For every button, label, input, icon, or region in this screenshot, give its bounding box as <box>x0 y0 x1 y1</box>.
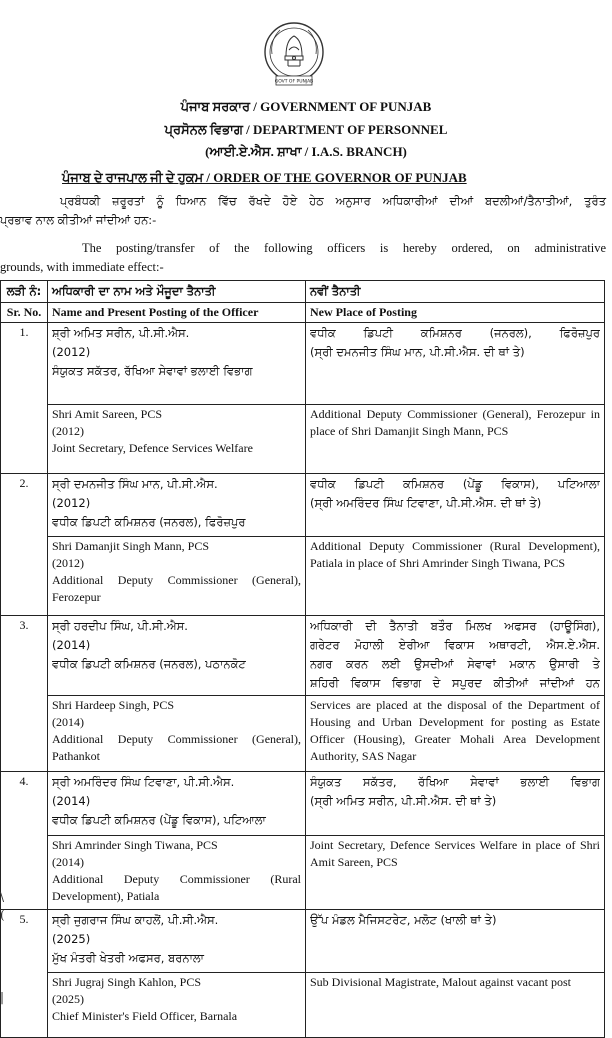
posting-table <box>0 280 605 1038</box>
intro-english-line1: The posting/transfer of the following officers is hereby ordered, on administrative <box>82 241 606 255</box>
batch-year-pa: (2014) <box>52 638 91 652</box>
table-row-english <box>1 405 605 474</box>
header-officer-pa: ਅਧਿਕਾਰੀ ਦਾ ਨਾਮ ਅਤੇ ਮੌਜੂਦਾ ਤੈਨਾਤੀ <box>48 281 306 303</box>
table-row-punjabi <box>1 323 605 405</box>
table-row-english <box>1 836 605 910</box>
new-posting-line-pa: ਸੰਯੁਕਤ ਸਕੱਤਰ, ਰੱਖਿਆ ਸੇਵਾਵਾਂ ਭਲਾਈ ਵਿਭਾਗ <box>310 775 600 789</box>
header-officer-en: Name and Present Posting of the Officer <box>48 303 306 323</box>
present-posting-en: Additional Deputy Commissioner (Rural Development), Patiala <box>52 872 301 903</box>
table-header-english <box>1 303 605 323</box>
batch-year-en: (2014) <box>52 855 84 869</box>
serial-number: 4. <box>1 772 48 910</box>
officer-english <box>48 973 306 1038</box>
batch-year-en: (2014) <box>52 715 84 729</box>
government-emblem <box>262 20 326 88</box>
batch-year-pa: (2012) <box>52 345 91 359</box>
table-row-english <box>1 973 605 1038</box>
batch-year-pa: (2012) <box>52 496 91 510</box>
present-posting-pa: ਵਧੀਕ ਡਿਪਟੀ ਕਮਿਸ਼ਨਰ (ਪੇਂਡੂ ਵਿਕਾਸ), ਪਟਿਆਲਾ <box>52 813 266 827</box>
present-posting-en: Chief Minister's Field Officer, Barnala <box>52 1009 238 1023</box>
officer-name-pa: ਸ੍ਰੀ ਹਰਦੀਪ ਸਿੰਘ, ਪੀ.ਸੀ.ਐਸ. <box>52 619 188 633</box>
table-row-punjabi <box>1 772 605 836</box>
batch-year-en: (2012) <box>52 556 84 570</box>
intro-punjabi-line1: ਪ੍ਰਬੰਧਕੀ ਜ਼ਰੂਰਤਾਂ ਨੂੰ ਧਿਆਨ ਵਿੱਚ ਰੱਖਦੇ ਹੋਏ ਹੇਠ ਅਨੁਸਾਰ ਅਧਿਕਾਰੀਆਂ ਦੀਆਂ ਬਦਲੀਆਂ/ਤੈਨਾਤੀਆਂ, ਤੁਰੰਤ <box>60 194 606 208</box>
margin-mark: ( <box>0 908 5 922</box>
new-posting-line-pa: (ਸ੍ਰੀ ਅਮਰਿੰਦਰ ਸਿੰਘ ਟਿਵਾਣਾ, ਪੀ.ਸੀ.ਐਸ. ਦੀ ਥਾਂ ਤੇ) <box>310 496 542 510</box>
officer-name-en: Shri Jugraj Singh Kahlon, PCS <box>52 975 202 989</box>
present-posting-pa: ਸੰਯੁਕਤ ਸਕੱਤਰ, ਰੱਖਿਆ ਸੇਵਾਵਾਂ ਭਲਾਈ ਵਿਭਾਗ <box>52 364 253 378</box>
table-row-english <box>1 537 605 616</box>
header-government: ਪੰਜਾਬ ਸਰਕਾਰ / GOVERNMENT OF PUNJAB <box>180 99 432 114</box>
serial-number: 5. <box>1 910 48 1038</box>
margin-mark: \ <box>0 890 5 904</box>
header-place-pa: ਨਵੀਂ ਤੈਨਾਤੀ <box>306 281 605 303</box>
margin-mark: | <box>0 990 5 1004</box>
officer-name-en: Shri Damanjit Singh Mann, PCS <box>52 539 210 553</box>
new-posting-line-pa: ਗਰੇਟਰ ਮੋਹਾਲੀ ਏਰੀਆ ਵਿਕਾਸ ਅਥਾਰਟੀ, ਐਸ.ਏ.ਐਸ. <box>310 638 600 652</box>
batch-year-en: (2025) <box>52 992 84 1006</box>
new-posting-line-pa: ਨਗਰ ਕਰਨ ਲਈ ਉਸਦੀਆਂ ਸੇਵਾਵਾਂ ਮਕਾਨ ਉਸਾਰੀ ਤੇ <box>310 657 600 671</box>
new-posting-english: Services are placed at the disposal of the Department of Housing and Urban Development for posting as Estate Officer (Housing), Greater Mohali Area Development Authority, SAS Nagar <box>306 696 605 772</box>
serial-number: 2. <box>1 474 48 616</box>
header-branch: (ਆਈ.ਏ.ਐਸ. ਸ਼ਾਖਾ / I.A.S. BRANCH) <box>205 144 407 159</box>
new-posting-punjabi <box>306 474 605 537</box>
batch-year-pa: (2014) <box>52 794 91 808</box>
officer-punjabi <box>48 772 306 836</box>
officer-english <box>48 537 306 616</box>
new-posting-line-pa: (ਸ੍ਰੀ ਅਮਿਤ ਸਰੀਨ, ਪੀ.ਸੀ.ਐਸ. ਦੀ ਥਾਂ ਤੇ) <box>310 794 497 808</box>
present-posting-en: Additional Deputy Commissioner (General), Ferozepur <box>52 573 301 604</box>
table-row-punjabi <box>1 474 605 537</box>
serial-number: 3. <box>1 616 48 772</box>
new-posting-punjabi <box>306 772 605 836</box>
table-header-punjabi <box>1 281 605 303</box>
new-posting-english: Joint Secretary, Defence Services Welfare in place of Shri Amit Sareen, PCS <box>306 836 605 910</box>
new-posting-line-pa: ਉੱਪ ਮੰਡਲ ਮੈਜਿਸਟਰੇਟ, ਮਲੋਟ (ਖਾਲੀ ਥਾਂ ਤੇ) <box>310 913 497 927</box>
officer-punjabi <box>48 474 306 537</box>
officer-name-pa: ਸ੍ਰੀ ਅਮਰਿੰਦਰ ਸਿੰਘ ਟਿਵਾਣਾ, ਪੀ.ਸੀ.ਐਸ. <box>52 775 235 789</box>
new-posting-line-pa: ਸ਼ਹਿਰੀ ਵਿਕਾਸ ਵਿਭਾਗ ਦੇ ਸਪੁਰਦ ਕੀਤੀਆਂ ਜਾਂਦੀਆਂ ਹਨ <box>310 676 600 690</box>
table-row-punjabi <box>1 616 605 696</box>
header-sr-en: Sr. No. <box>1 303 48 323</box>
officer-punjabi <box>48 910 306 973</box>
new-posting-punjabi <box>306 323 605 405</box>
new-posting-line-pa: ਅਧਿਕਾਰੀ ਦੀ ਤੈਨਾਤੀ ਬਤੌਰ ਮਿਲਖ ਅਫਸਰ (ਹਾਊਸਿੰਗ), <box>310 619 600 633</box>
new-posting-line-pa: (ਸ੍ਰੀ ਦਮਨਜੀਤ ਸਿੰਘ ਮਾਨ, ਪੀ.ਸੀ.ਐਸ. ਦੀ ਥਾਂ ਤੇ) <box>310 345 525 359</box>
present-posting-pa: ਮੁੱਖ ਮੰਤਰੀ ਖੇਤਰੀ ਅਫਸਰ, ਬਰਨਾਲਾ <box>52 951 204 965</box>
lion-capital-icon <box>285 36 303 66</box>
officer-name-pa: ਸ੍ਰੀ ਦਮਨਜੀਤ ਸਿੰਘ ਮਾਨ, ਪੀ.ਸੀ.ਐਸ. <box>52 477 218 491</box>
officer-english <box>48 836 306 910</box>
present-posting-en: Joint Secretary, Defence Services Welfare <box>52 441 253 455</box>
officer-name-pa: ਸ੍ਰੀ ਜੁਗਰਾਜ ਸਿੰਘ ਕਾਹਲੋਂ, ਪੀ.ਸੀ.ਐਸ. <box>52 913 219 927</box>
new-posting-punjabi <box>306 616 605 696</box>
officer-english <box>48 696 306 772</box>
new-posting-line-pa: ਵਧੀਕ ਡਿਪਟੀ ਕਮਿਸ਼ਨਰ (ਪੇਂਡੂ ਵਿਕਾਸ), ਪਟਿਆਲਾ <box>310 477 600 491</box>
table-row-punjabi <box>1 910 605 973</box>
new-posting-punjabi <box>306 910 605 973</box>
header-department: ਪ੍ਰਸੋਨਲ ਵਿਭਾਗ / DEPARTMENT OF PERSONNEL <box>164 122 448 137</box>
batch-year-pa: (2025) <box>52 932 91 946</box>
present-posting-pa: ਵਧੀਕ ਡਿਪਟੀ ਕਮਿਸ਼ਨਰ (ਜਨਰਲ), ਫਿਰੋਜ਼ਪੁਰ <box>52 515 246 529</box>
officer-punjabi <box>48 323 306 405</box>
officer-name-en: Shri Amrinder Singh Tiwana, PCS <box>52 838 218 852</box>
officer-name-en: Shri Amit Sareen, PCS <box>52 407 163 421</box>
new-posting-english: Additional Deputy Commissioner (Rural Development), Patiala in place of Shri Amrinder Singh Tiwana, PCS <box>306 537 605 616</box>
batch-year-en: (2012) <box>52 424 84 438</box>
intro-english-line2: grounds, with immediate effect:- <box>0 260 164 274</box>
header-sr-pa: ਲੜੀ ਨੰ: <box>1 281 48 303</box>
present-posting-en: Additional Deputy Commissioner (General), Pathankot <box>52 732 301 763</box>
new-posting-english: Sub Divisional Magistrate, Malout against vacant post <box>306 973 605 1038</box>
new-posting-line-pa: ਵਧੀਕ ਡਿਪਟੀ ਕਮਿਸ਼ਨਰ (ਜਨਰਲ), ਫਿਰੋਜ਼ਪੁਰ <box>310 326 600 340</box>
order-title: ਪੰਜਾਬ ਦੇ ਰਾਜਪਾਲ ਜੀ ਦੇ ਹੁਕਮ / ORDER OF THE GOVERNOR OF PUNJAB <box>62 170 467 185</box>
new-posting-english: Additional Deputy Commissioner (General), Ferozepur in place of Shri Damanjit Singh Mann, PCS <box>306 405 605 474</box>
officer-name-pa: ਸ਼੍ਰੀ ਅਮਿਤ ਸਰੀਨ, ਪੀ.ਸੀ.ਐਸ. <box>52 326 190 340</box>
table-row-english <box>1 696 605 772</box>
officer-name-en: Shri Hardeep Singh, PCS <box>52 698 175 712</box>
intro-punjabi-line2: ਪ੍ਰਭਾਵ ਨਾਲ ਕੀਤੀਆਂ ਜਾਂਦੀਆਂ ਹਨ:- <box>0 213 157 227</box>
header-place-en: New Place of Posting <box>306 303 605 323</box>
present-posting-pa: ਵਧੀਕ ਡਿਪਟੀ ਕਮਿਸ਼ਨਰ (ਜਨਰਲ), ਪਠਾਨਕੋਟ <box>52 657 246 671</box>
serial-number: 1. <box>1 323 48 474</box>
officer-english <box>48 405 306 474</box>
officer-punjabi <box>48 616 306 696</box>
emblem-caption: GOVT OF PUNJAB <box>274 79 314 85</box>
